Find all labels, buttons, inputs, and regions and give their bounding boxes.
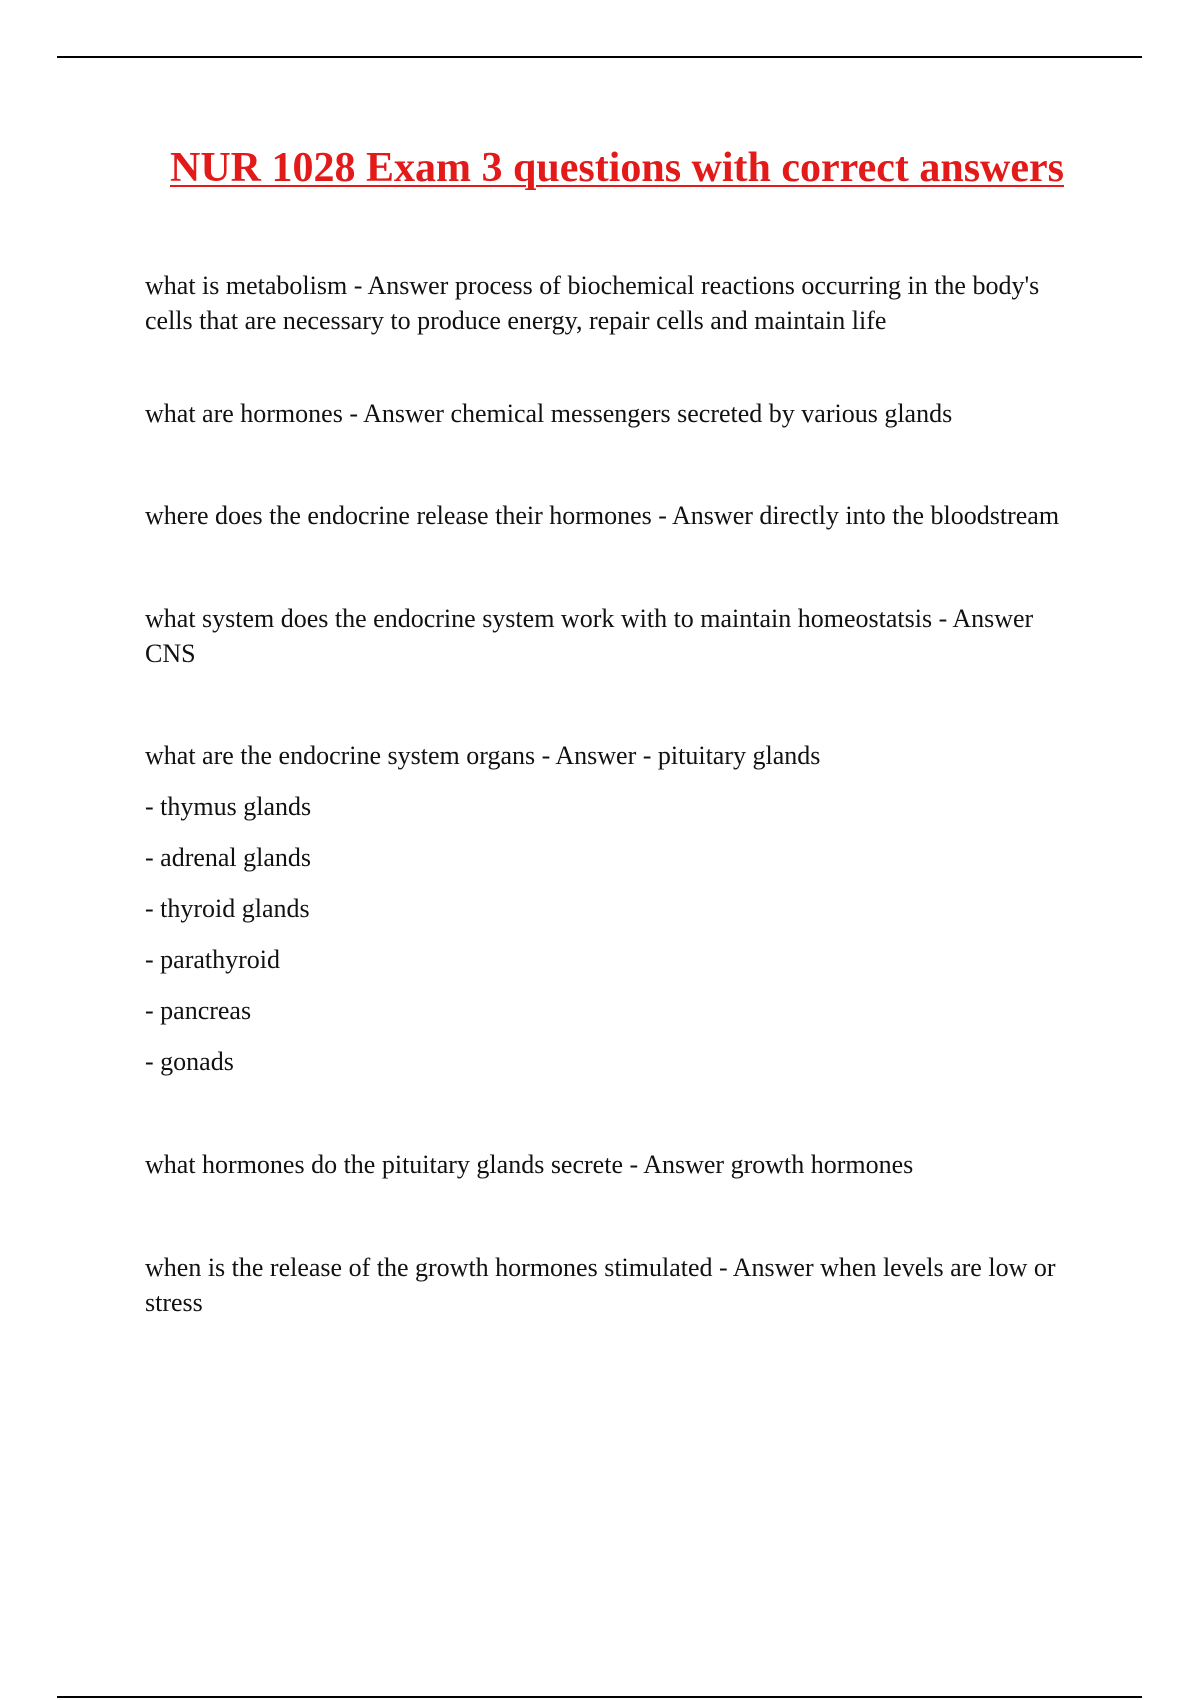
question-text: what system does the endocrine system work with to maintain homeostatsis [145, 604, 933, 633]
answer-text: growth hormones [730, 1150, 914, 1179]
separator: - [347, 271, 368, 300]
separator: - [932, 604, 953, 633]
document-body [145, 268, 1075, 1320]
answer-label: Answer [555, 741, 637, 770]
list-item: - parathyroid [145, 945, 281, 974]
qa-item [145, 268, 1075, 338]
question-text: where does the endocrine release their hormones [145, 501, 652, 530]
answer-text: process of biochemical reactions occurring in the body's cells that are necessary to produce energy, repair cells and maintain life [145, 271, 1040, 335]
bottom-rule [57, 1696, 1142, 1698]
top-rule [57, 56, 1142, 58]
qa-text [145, 396, 1075, 431]
question-text: what are hormones [145, 399, 343, 428]
question-text: what hormones do the pituitary glands secrete [145, 1150, 623, 1179]
answer-label: Answer [952, 604, 1034, 633]
list-item: - gonads [145, 1047, 234, 1076]
separator: - [342, 399, 364, 428]
qa-text [145, 268, 1075, 338]
list-item: - adrenal glands [145, 843, 312, 872]
answer-label: Answer [643, 1150, 725, 1179]
answer-text: when levels are low or stress [145, 1253, 1056, 1317]
question-text: what is metabolism [145, 271, 348, 300]
question-text: when is the release of the growth hormones stimulated [145, 1253, 713, 1282]
answer-label: Answer [367, 271, 449, 300]
answer-text: CNS [145, 639, 196, 668]
list-item: - thymus glands [145, 792, 312, 821]
separator: - [622, 1150, 644, 1179]
separator: - [535, 741, 556, 770]
qa-text [145, 498, 1075, 533]
qa-item [145, 601, 1075, 671]
list-item: - thyroid glands [145, 894, 310, 923]
list-item: - pancreas [145, 996, 252, 1025]
answer-label: Answer [363, 399, 444, 428]
separator: - [651, 501, 673, 530]
qa-text [145, 1250, 1075, 1320]
answer-text: chemical messengers secreted by various glands [450, 399, 953, 428]
answer-label: Answer [672, 501, 753, 530]
qa-item [145, 738, 1075, 1079]
qa-text [145, 738, 1075, 773]
organ-list [145, 789, 1075, 1079]
qa-item [145, 498, 1075, 533]
answer-text: - pituitary glands [642, 741, 821, 770]
qa-item [145, 1147, 1075, 1182]
answer-text: directly into the bloodstream [759, 501, 1060, 530]
question-text: what are the endocrine system organs [145, 741, 536, 770]
qa-text [145, 1147, 1075, 1182]
separator: - [712, 1253, 733, 1282]
document-title: NUR 1028 Exam 3 questions with correct answers [170, 145, 1064, 191]
qa-item [145, 396, 1075, 431]
answer-label: Answer [732, 1253, 814, 1282]
qa-item [145, 1250, 1075, 1320]
qa-text [145, 601, 1075, 671]
